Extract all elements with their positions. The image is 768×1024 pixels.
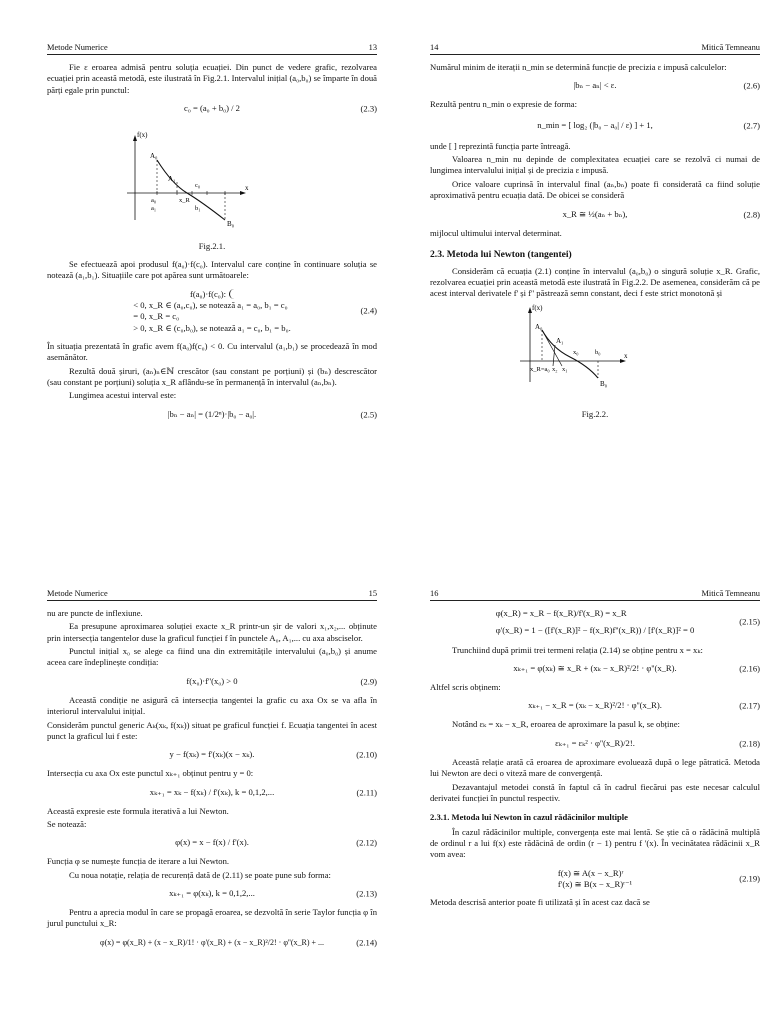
case-line: = 0, x_R = c₀ [133, 311, 180, 322]
label-A0: A₀ [150, 152, 158, 161]
equation-lhs: f(a₀)·f(c₀): [189, 288, 227, 299]
page-header [47, 42, 377, 55]
label-xR-a0: x_R=a₀ [530, 365, 550, 373]
equation-2-19 [430, 868, 760, 891]
label-x1: x₁ [562, 365, 568, 373]
equation-2-17 [430, 700, 760, 712]
paragraph: Intersecția cu axa Ox este punctul xₖ₊₁ obținut pentru y = 0: [47, 768, 254, 779]
equation-2-13 [47, 888, 377, 900]
figure-caption: Fig.2.2. [581, 408, 609, 419]
figure-caption: Fig.2.1. [198, 241, 226, 252]
equation-2-9 [47, 676, 377, 688]
header-author: Mitică Temneanu [701, 589, 760, 598]
label-a1: a₁ [151, 205, 157, 213]
paragraph: Cu noua notație, relația de recurență dată de (2.11) se poate pune sub forma: [69, 869, 331, 880]
paragraph: Această expresie este formula iterativă a lui Newton. [47, 805, 229, 816]
equation-number: (2.10) [356, 749, 377, 760]
equation-number: (2.8) [743, 208, 760, 219]
equation-body: y − f(xₖ) = f'(xₖ)(x − xₖ). [169, 749, 255, 760]
equation-number: (2.6) [743, 80, 760, 91]
equation-body: xₖ₊₁ = φ(xₖ) ≅ x_R + (xₖ − x_R)²/2! · φ''(x_R). [513, 663, 677, 674]
equation-number: (2.15) [739, 616, 760, 627]
page-16 [430, 588, 760, 911]
paragraph: Valoarea n_min nu depinde de complexitatea ecuației care se rezolvă ci numai de lungimea intervalului inițial și de precizia ε impusă. [430, 154, 760, 176]
label-b0: b₀ [595, 348, 601, 356]
header-title: Metode Numerice [47, 589, 108, 598]
page-13 [47, 42, 377, 428]
paragraph: nu are puncte de inflexiune. [47, 608, 143, 619]
subsection-heading: 2.3.1. Metoda lui Newton în cazul rădăcinilor multiple [430, 812, 628, 823]
equation-number: (2.7) [743, 120, 760, 131]
equation-system [133, 289, 290, 334]
label-c0: c₀ [195, 182, 201, 190]
paragraph: Funcția φ se numește funcția de iterare a lui Newton. [47, 856, 230, 867]
equation-body: |bₙ − aₙ| < ε. [573, 80, 617, 91]
equation-line: φ'(x_R) = 1 − ([f'(x_R)]² − f(x_R)f''(x_R)) / [f'(x_R)]² = 0 [495, 625, 695, 636]
label-A1: A₁ [168, 175, 176, 184]
equation-2-4 [47, 289, 377, 334]
paragraph: Orice valoare cuprinsă în intervalul final (aₙ,bₙ) poate fi considerată ca fiind soluție aproximativă pentru ecuația dată. De obicei se consideră [430, 178, 760, 201]
tangent-line [553, 345, 555, 366]
label-x0: x₀ [573, 348, 579, 356]
paragraph: Altfel scris obținem: [430, 682, 501, 693]
label-xR: x_R [179, 197, 190, 205]
paragraph: Această relație arată că eroarea de aproximare evoluează după o lege pătratică. Metoda lui Newton are deci o viteză mare de convergență. [430, 756, 760, 779]
case-line: < 0, x_R ∈ (a₀,c₀), se notează a₁ = a₀, b₁ = c₀ [133, 299, 288, 310]
function-curve [157, 160, 225, 220]
equation-2-11 [47, 787, 377, 799]
paragraph: În cazul rădăcinilor multiple, convergența este mai lentă. Se știe că o rădăcină multiplă de ordinul r a lui f(x) este rădăcină de ordin (r − 1) pentru f '(x). În vecinătatea rădăcinii x_R vom avea: [430, 826, 760, 860]
equation-2-12 [47, 837, 377, 849]
header-title: Metode Numerice [47, 43, 108, 52]
equation-number: (2.5) [360, 408, 377, 419]
axis-label-fx: f(x) [137, 131, 148, 140]
equation-body: φ(x) = φ(x_R) + (x − x_R)/1! · φ'(x_R) + (x − x_R)²/2! · φ''(x_R) + ... [99, 937, 324, 947]
equation-2-18 [430, 738, 760, 750]
paragraph: Considerăm că ecuația (2.1) conține în intervalul (a₀,b₀) o singură soluție x_R. Grafic, rezolvarea ecuației prin această metodă este ilustrată în Fig.2.2. De asemenea, considerăm că pe acest interval derivatele f' și f'' păstrează semn constant, deci f este strict monotonă și [430, 265, 760, 299]
header-author: Mitică Temneanu [701, 43, 760, 52]
equation-body: xₖ₊₁ = xₖ − f(xₖ) / f'(xₖ), k = 0,1,2,... [149, 786, 275, 797]
label-B0: B₀ [227, 220, 235, 229]
equation-body: xₖ₊₁ − x_R = (xₖ − x_R)²/2! · φ''(x_R). [528, 700, 662, 711]
equation-line: φ(x_R) = x_R − f(x_R)/f'(x_R) = x_R [495, 608, 627, 619]
page-header [430, 588, 760, 601]
axis-label-x: x [624, 351, 628, 360]
equation-2-3 [47, 103, 377, 115]
paragraph: Numărul minim de iterații n_min se determină funcție de precizia ε impusă calculelor: [430, 62, 727, 73]
equation-number: (2.9) [360, 676, 377, 687]
equation-number: (2.16) [739, 663, 760, 674]
equation-body: φ(x) = x − f(x) / f'(x). [175, 837, 249, 848]
paragraph: Fie ε eroarea admisă pentru soluția ecuației. Din punct de vedere grafic, rezolvarea ecuației prin această metodă, este ilustrată în Fig.2.1. Intervalul inițial (a₀,b₀) se împarte în două părți egale prin punctul: [47, 62, 377, 95]
equation-number: (2.18) [739, 738, 760, 749]
equation-number: (2.11) [356, 786, 377, 797]
axis-label-fx: f(x) [532, 303, 543, 312]
label-b1: b₁ [195, 205, 201, 213]
paragraph: Ea presupune aproximarea soluției exacte x_R printr-un șir de valori x₁,x₂,... obținute prin intersecția tangentelor duse la graficul funcției f în punctele A₀, A₁,... cu axa absciselor. [47, 621, 377, 643]
case-line: > 0, x_R ∈ (c₀,b₀), se notează a₁ = c₀, b₁ = b₀. [133, 322, 291, 333]
paragraph: Se notează: [47, 818, 87, 829]
page-number: 14 [430, 43, 439, 52]
equation-2-15 [430, 608, 760, 637]
equation-body: εₖ₊₁ = εₖ² · φ''(x_R)/2!. [555, 737, 635, 748]
section-heading: 2.3. Metoda lui Newton (tangentei) [430, 248, 572, 260]
paragraph: Metoda descrisă anterior poate fi utilizată și în acest caz dacă se [430, 897, 650, 908]
equation-2-7 [430, 120, 760, 132]
equation-body: xₖ₊₁ = φ(xₖ), k = 0,1,2,... [169, 887, 255, 898]
equation-2-6 [430, 80, 760, 92]
equation-2-16 [430, 663, 760, 675]
equation-2-8 [430, 209, 760, 221]
equation-body: n_min = [ log₂ (|b₀ − a₀| / ε) ] + 1, [537, 119, 653, 130]
page-number: 16 [430, 589, 439, 598]
paragraph: Trunchiind după primii trei termeni relația (2.14) se obține pentru x = xₖ: [452, 644, 703, 655]
paragraph: Notând εₖ = xₖ − x_R, eroarea de aproximare la pasul k, se obține: [452, 719, 680, 730]
equation-number: (2.12) [356, 837, 377, 848]
page-14 [430, 42, 760, 426]
equation-number: (2.13) [356, 888, 377, 899]
label-B0: B₀ [600, 379, 608, 388]
label-A1: A₁ [556, 336, 564, 345]
equation-body: c₀ = (a₀ + b₀) / 2 [184, 103, 240, 114]
page-number: 13 [368, 43, 377, 52]
figure-2-1 [47, 122, 377, 234]
equation-number: (2.19) [739, 873, 760, 884]
figure-2-2 [430, 302, 760, 402]
page-header [47, 588, 377, 601]
page-header [430, 42, 760, 55]
equation-line: f'(x) ≅ B(x − x_R)ʳ⁻¹ [557, 878, 633, 889]
equation-number: (2.14) [356, 936, 377, 947]
paragraph: Se efectuează apoi produsul f(a₀)·f(c₀). Intervalul care conține în continuare soluția se notează (a₁,b₁). Situațiile care pot apărea sunt următoarele: [47, 258, 377, 281]
paragraph: Dezavantajul metodei constă în faptul că în cadrul fiecărui pas este necesar calculul derivatei funcției în punctul respectiv. [430, 781, 760, 803]
equation-number: (2.4) [360, 305, 377, 316]
page-15 [47, 588, 377, 956]
label-A0: A₀ [535, 322, 543, 331]
equation-number: (2.17) [739, 700, 760, 711]
equation-body: |bₙ − aₙ| = (1/2ⁿ)·|b₀ − a₀|. [167, 408, 257, 419]
paragraph: unde [ ] reprezintă funcția parte întreagă. [430, 140, 571, 151]
equation-line: f(x) ≅ A(x − x_R)ʳ [557, 867, 624, 878]
label-a0: a₀ [151, 197, 157, 205]
paragraph: Această condiție ne asigură că intersecția tangentei la grafic cu axa Ox se va afla în interiorul intervalului inițial. [47, 694, 377, 717]
equation-2-10 [47, 749, 377, 761]
label-x2: x₂ [552, 365, 558, 373]
page-number: 15 [368, 589, 377, 598]
function-curve [542, 330, 598, 378]
paragraph: Pentru a aprecia modul în care se propagă eroarea, se dezvoltă în serie Taylor funcția φ în jurul punctului x_R: [47, 906, 377, 929]
equation-2-14 [47, 937, 377, 949]
equation-number: (2.3) [360, 103, 377, 114]
paragraph: Rezultă două șiruri, (aₙ)ₙ∈ℕ crescător (sau constant pe porțiuni) și (bₙ) descrescător (sau constant pe porțiuni) soluția x_R aflându-se în permanență în intervalul (aₙ,bₙ). [47, 365, 377, 387]
paragraph: Lungimea acestui interval este: [69, 390, 177, 401]
paragraph: În situația prezentată în grafic avem f(a₀)f(c₀) < 0. Cu intervalul (a₁,b₁) se procedează în mod asemănător. [47, 340, 377, 363]
paragraph: Rezultă pentru n_min o expresie de forma: [430, 99, 578, 110]
equation-2-5 [47, 409, 377, 421]
equation-body: x_R ≅ ½(aₙ + bₙ), [562, 208, 628, 219]
paragraph: mijlocul ultimului interval determinat. [430, 227, 562, 238]
paragraph: Considerăm punctul generic Aₖ(xₖ, f(xₖ)) situat pe graficul funcției f. Ecuația tangentei în acest punct la graficul lui f este: [47, 719, 377, 741]
paragraph: Punctul inițial x₀ se alege ca fiind una din extremitățile intervalului (a₀,b₀) și anume aceea care îndeplinește condiția: [47, 646, 377, 668]
axis-label-x: x [245, 184, 249, 193]
equation-body: f(x₀)·f''(x₀) > 0 [186, 675, 238, 686]
